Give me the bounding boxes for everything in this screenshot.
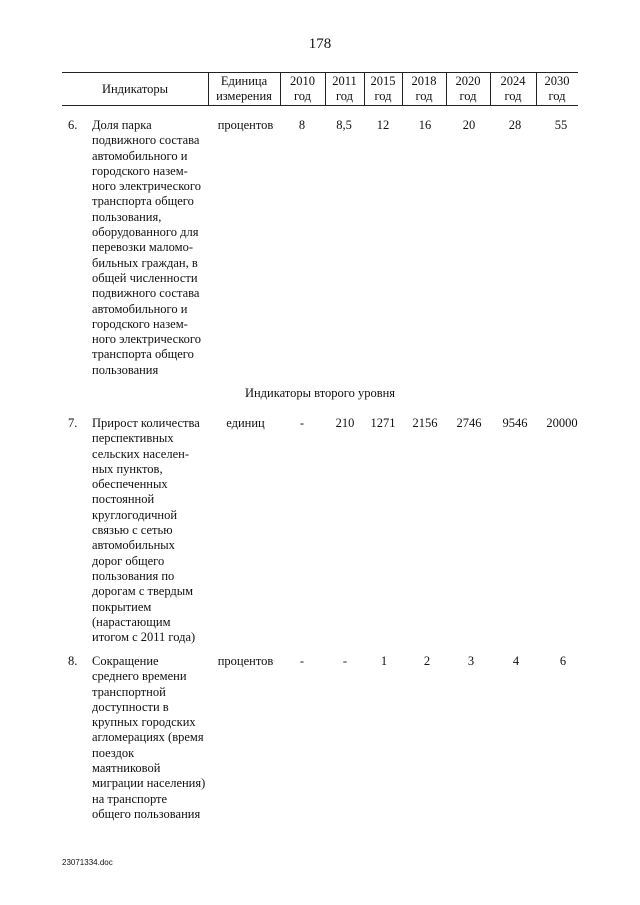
header-year-2024 xyxy=(490,74,536,104)
value-2030: 6 xyxy=(559,654,567,668)
header-year-2020 xyxy=(446,74,490,104)
header-year-value: 2030 xyxy=(544,74,570,88)
header-year-value: 2020 xyxy=(455,74,481,88)
header-year-2030 xyxy=(536,74,578,104)
value-2020: 20 xyxy=(462,118,476,132)
unit-cell: процентов xyxy=(217,118,274,132)
value-2011: - xyxy=(342,654,348,668)
value-2015: 1 xyxy=(380,654,388,668)
header-year-value: 2010 xyxy=(290,74,315,88)
header-year-word: год xyxy=(374,89,392,103)
value-2011: 210 xyxy=(335,416,355,430)
unit-cell: процентов xyxy=(217,654,274,668)
header-year-2010 xyxy=(280,74,325,104)
header-year-word: год xyxy=(293,89,312,103)
indicator-text: Сокращение среднего времени транспортной доступности в крупных городских агломерациях (время поездок маятниковой миграции населения) на транспорте общего пользования xyxy=(92,654,206,821)
value-2018: 2156 xyxy=(412,416,438,430)
row-number: 6. xyxy=(68,118,78,132)
value-2015: 12 xyxy=(376,118,390,132)
value-2018: 2 xyxy=(423,654,431,668)
header-unit: Единица измерения xyxy=(216,74,272,103)
value-2024: 9546 xyxy=(502,416,528,430)
header-year-value: 2015 xyxy=(370,74,396,88)
header-year-word: год xyxy=(504,89,522,103)
header-year-value: 2024 xyxy=(500,74,526,88)
header-year-word: год xyxy=(548,89,566,103)
value-2024: 28 xyxy=(508,118,522,132)
unit-cell: единиц xyxy=(226,416,265,430)
value-2020: 2746 xyxy=(456,416,482,430)
value-2018: 16 xyxy=(418,118,432,132)
indicator-text: Прирост количества перспективных сельских населен- ных пунктов, обеспеченных постоянной круглогодичной связью с сетью автомобильных дорог общего пользования по дорогам с твердым покрытием (нарастающим итогом с 2011 года) xyxy=(92,416,200,645)
value-2011: 8,5 xyxy=(336,118,352,132)
value-2010: 8 xyxy=(298,118,306,132)
header-year-2018 xyxy=(402,74,446,104)
value-2015: 1271 xyxy=(370,416,396,430)
value-2030: 20000 xyxy=(546,416,578,430)
value-2024: 4 xyxy=(512,654,520,668)
header-indicators: Индикаторы xyxy=(101,82,169,96)
row-number: 7. xyxy=(68,416,78,430)
header-year-2015 xyxy=(364,74,402,104)
document-footer: 23071334.doc xyxy=(62,858,113,867)
value-2010: - xyxy=(299,654,305,668)
indicator-text: Доля парка подвижного состава автомобильного и городского назем- ного электрического транспорта общего пользования, оборудованного для перевозки маломо- бильных граждан, в общей численности подвижного состава автомобильного и городского назем- ного электрического транспорта общего пользования xyxy=(92,118,201,377)
page-number: 178 xyxy=(308,36,332,52)
section-title: Индикаторы второго уровня xyxy=(244,386,396,400)
row-number: 8. xyxy=(68,654,78,668)
value-2010: - xyxy=(299,416,305,430)
header-year-value: 2011 xyxy=(332,74,357,88)
header-bottom-rule xyxy=(62,105,578,106)
header-year-2011 xyxy=(325,74,364,104)
value-2030: 55 xyxy=(554,118,568,132)
header-year-word: год xyxy=(335,89,354,103)
value-2020: 3 xyxy=(467,654,475,668)
header-year-value: 2018 xyxy=(411,74,437,88)
header-year-word: год xyxy=(459,89,477,103)
header-year-word: год xyxy=(415,89,433,103)
header-top-rule xyxy=(62,72,578,73)
